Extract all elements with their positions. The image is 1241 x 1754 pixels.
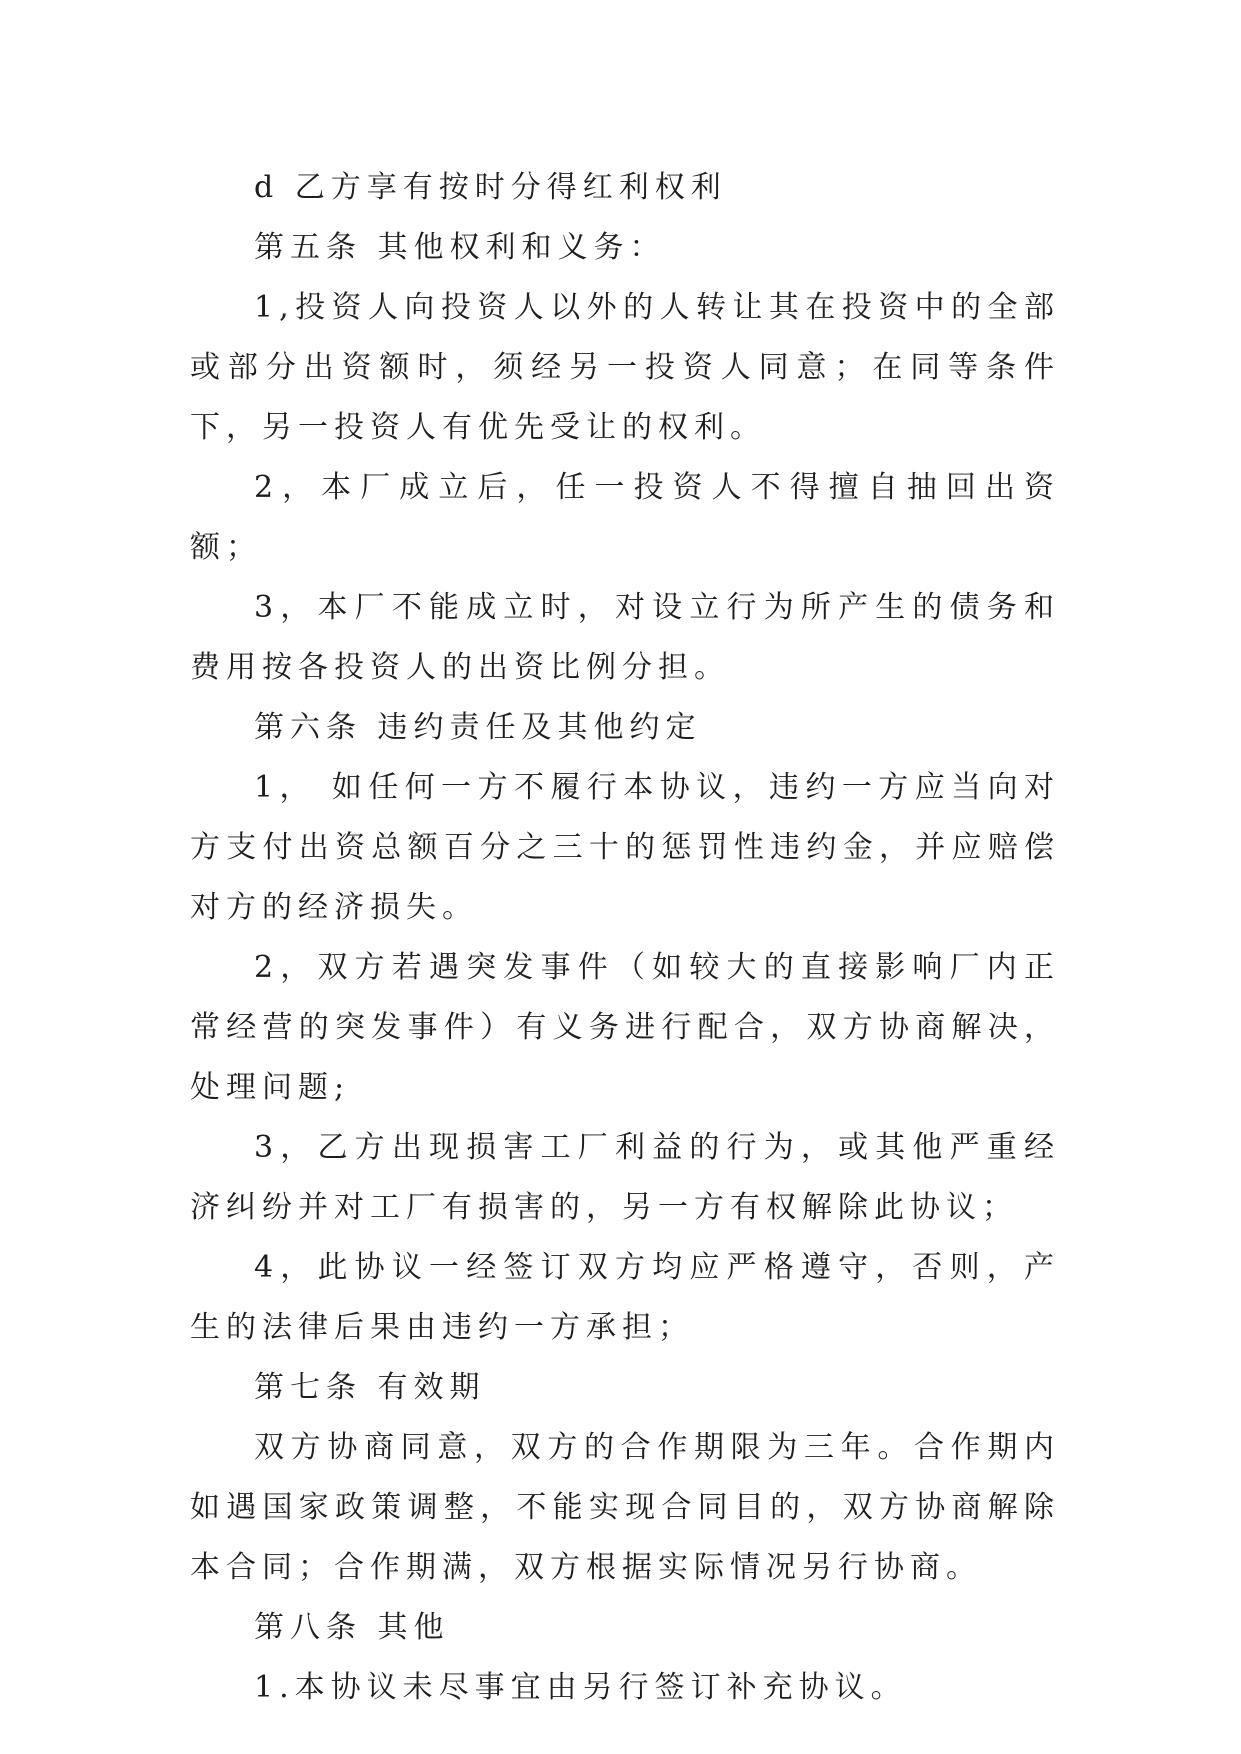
heading-article-8: 第八条 其他 bbox=[254, 1610, 450, 1645]
paragraph-article-5-item-2: 2，本厂成立后，任一投资人不得擅自抽回出资额； bbox=[190, 470, 1060, 565]
paragraph-article-5-item-1: 1,投资人向投资人以外的人转让其在投资中的全部或部分出资额时，须经另一投资人同意；在同等条件下，另一投资人有优先受让的权利。 bbox=[190, 290, 1060, 445]
heading-article-5: 第五条 其他权利和义务： bbox=[254, 230, 666, 265]
paragraph-article-6-item-4: 4，此协议一经签订双方均应严格遵守，否则，产生的法律后果由违约一方承担； bbox=[190, 1250, 1060, 1345]
heading-article-7: 第七条 有效期 bbox=[254, 1370, 486, 1405]
paragraph-article-6-item-3: 3，乙方出现损害工厂利益的行为，或其他严重经济纠纷并对工厂有损害的，另一方有权解除此协议； bbox=[190, 1130, 1060, 1225]
paragraph-dividend-right: d 乙方享有按时分得红利权利 bbox=[254, 170, 727, 205]
paragraph-article-7-body: 双方协商同意，双方的合作期限为三年。合作期内如遇国家政策调整，不能实现合同目的，双方协商解除本合同；合作期满，双方根据实际情况另行协商。 bbox=[190, 1430, 1060, 1585]
paragraph-article-6-item-1: 1， 如任何一方不履行本协议，违约一方应当向对方支付出资总额百分之三十的惩罚性违约金，并应赔偿对方的经济损失。 bbox=[190, 770, 1060, 925]
paragraph-article-6-item-2: 2，双方若遇突发事件（如较大的直接影响厂内正常经营的突发事件）有义务进行配合，双方协商解决，处理问题; bbox=[190, 950, 1060, 1105]
paragraph-article-8-item-1: 1.本协议未尽事宜由另行签订补充协议。 bbox=[254, 1670, 907, 1705]
heading-article-6: 第六条 违约责任及其他约定 bbox=[254, 710, 702, 745]
paragraph-article-5-item-3: 3，本厂不能成立时，对设立行为所产生的债务和费用按各投资人的出资比例分担。 bbox=[190, 590, 1060, 685]
document-body bbox=[190, 158, 1060, 1718]
